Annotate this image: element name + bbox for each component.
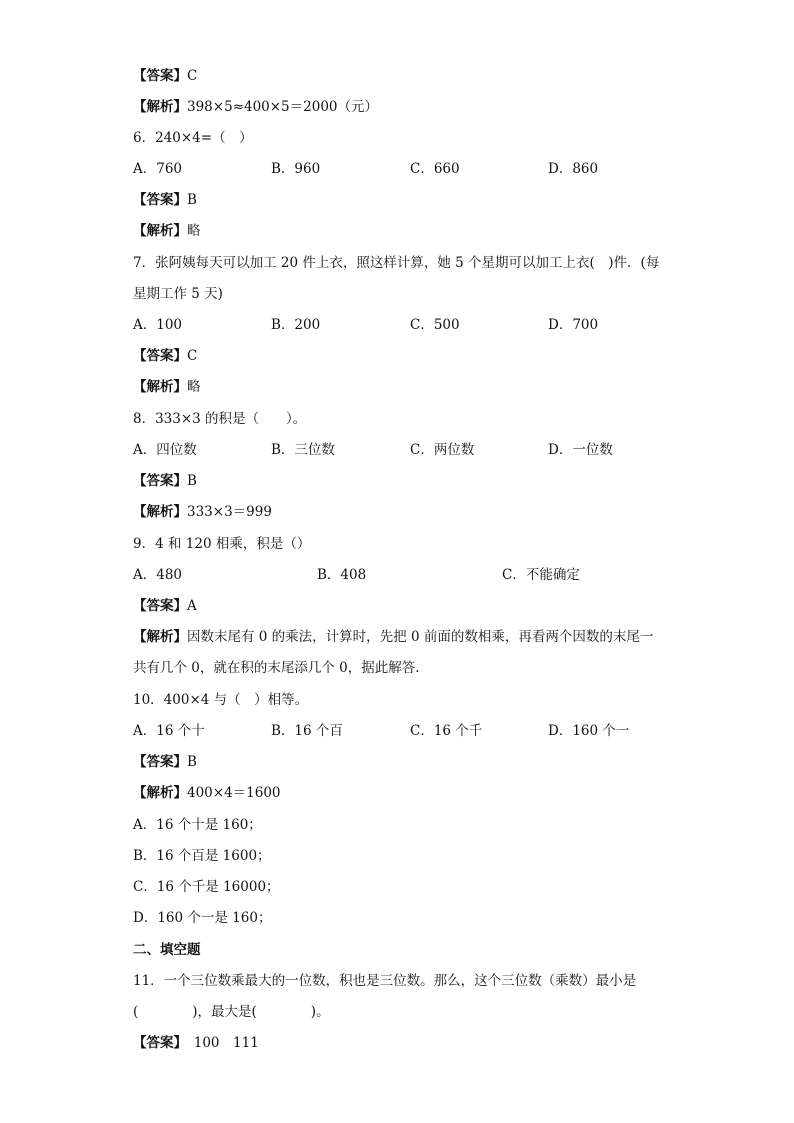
q7-option-a: A．100: [133, 317, 183, 333]
q10-analysis: [133, 783, 281, 803]
analysis-label: 【解析】: [133, 785, 187, 801]
q8-analysis: [133, 502, 272, 522]
q10-option-a: A．16 个十: [133, 723, 205, 739]
analysis-text: 因数末尾有 0 的乘法，计算时，先把 0 前面的数相乘，再看两个因数的末尾一: [187, 629, 654, 645]
q6-option-b: B．960: [271, 161, 321, 177]
q10-option-b: B．16 个百: [271, 723, 343, 739]
q5-analysis: [133, 97, 378, 117]
q9-analysis-line1: [133, 627, 653, 647]
q8-answer: [133, 471, 197, 491]
q10-option-c: C．16 个千: [410, 723, 483, 739]
analysis-text: 398×5≈400×5＝2000（元）: [187, 99, 379, 115]
analysis-text: 333×3＝999: [187, 504, 272, 520]
q11-stem-line2: ( )，最大是( )。: [133, 1004, 330, 1020]
answer-label: 【答案】: [133, 473, 187, 489]
analysis-text: 略: [187, 379, 201, 395]
answer-value: B: [187, 192, 197, 208]
q10-note-a: A．16 个十是 160；: [133, 817, 262, 833]
q8-option-c: C．两位数: [410, 442, 475, 458]
q10-answer: [133, 752, 197, 772]
q10-option-d: D．160 个一: [548, 723, 630, 739]
q6-option-c: C．660: [410, 161, 460, 177]
q9-option-b: B．408: [317, 567, 367, 583]
answer-label: 【答案】: [133, 192, 187, 208]
q7-answer: [133, 346, 197, 366]
q10-stem: 10．400×4 与（ ）相等。: [133, 692, 309, 708]
q11-stem-line1: 11．一个三位数乘最大的一位数，积也是三位数。那么，这个三位数（乘数）最小是: [133, 973, 637, 989]
q6-stem: 6．240×4=（ ）: [133, 130, 253, 146]
answer-label: 【答案】: [133, 598, 187, 614]
answer-value: A: [187, 598, 197, 614]
q6-analysis: [133, 221, 201, 241]
q8-option-b: B．三位数: [271, 442, 335, 458]
q9-option-a: A．480: [133, 567, 183, 583]
answer-value: 100 111: [180, 1035, 259, 1051]
answer-label: 【答案】: [133, 348, 187, 364]
q6-option-d: D．860: [548, 161, 599, 177]
answer-value: C: [187, 348, 198, 364]
section-title: 二、填空题: [133, 942, 201, 958]
analysis-text: 400×4＝1600: [187, 785, 281, 801]
q7-stem-line2: 星期工作 5 天): [133, 286, 223, 302]
q10-note-c: C．16 个千是 16000；: [133, 879, 280, 895]
q9-option-c: C．不能确定: [502, 567, 580, 583]
answer-value: B: [187, 754, 197, 770]
q9-answer: [133, 596, 197, 616]
analysis-text: 略: [187, 223, 201, 239]
answer-label: 【答案】: [133, 1035, 181, 1051]
q7-option-c: C．500: [410, 317, 460, 333]
answer-label: 【答案】: [133, 754, 187, 770]
q10-note-b: B．16 个百是 1600；: [133, 848, 271, 864]
answer-value: C: [187, 68, 198, 84]
q7-stem-line1: 7．张阿姨每天可以加工 20 件上衣，照这样计算，她 5 个星期可以加工上衣( )件．(每: [133, 255, 660, 271]
q9-stem: 9．4 和 120 相乘，积是（）: [133, 536, 311, 552]
analysis-label: 【解析】: [133, 99, 187, 115]
q7-option-d: D．700: [548, 317, 599, 333]
analysis-label: 【解析】: [133, 223, 187, 239]
analysis-label: 【解析】: [133, 379, 187, 395]
q8-option-d: D．一位数: [548, 442, 613, 458]
q10-note-d: D．160 个一是 160；: [133, 910, 272, 926]
q7-option-b: B．200: [271, 317, 321, 333]
q6-option-a: A．760: [133, 161, 183, 177]
q11-answer: [133, 1033, 259, 1053]
answer-label: 【答案】: [133, 68, 187, 84]
analysis-label: 【解析】: [133, 504, 187, 520]
q5-answer: [133, 66, 197, 86]
answer-value: B: [187, 473, 197, 489]
q6-answer: [133, 190, 197, 210]
q9-analysis-line2: 共有几个 0，就在积的末尾添几个 0，据此解答.: [133, 660, 420, 676]
analysis-label: 【解析】: [133, 629, 187, 645]
q8-option-a: A．四位数: [133, 442, 197, 458]
q8-stem: 8．333×3 的积是（ ）。: [133, 411, 307, 427]
q7-analysis: [133, 377, 201, 397]
